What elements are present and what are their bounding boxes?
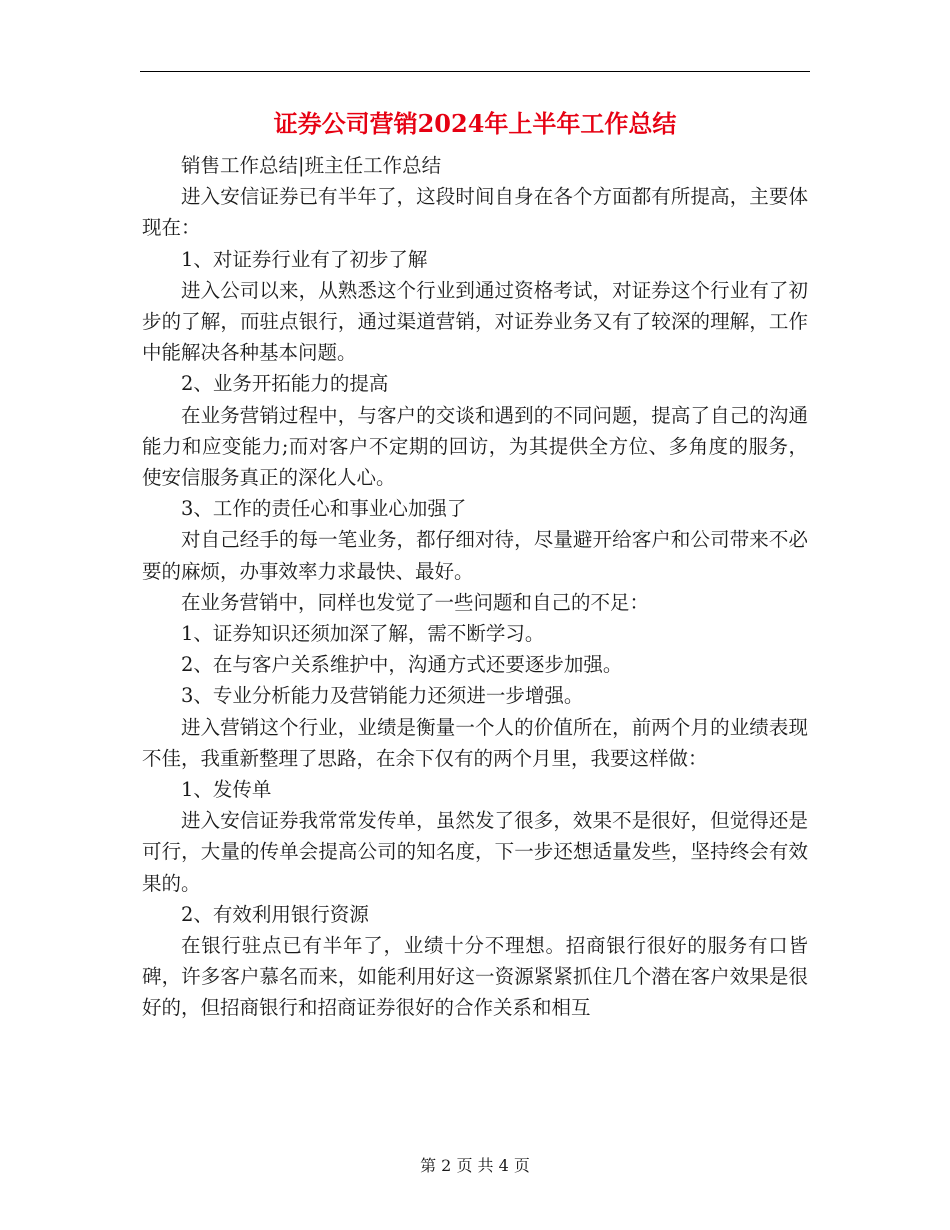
header-rule xyxy=(140,71,810,72)
list-item-shortcoming-1: 1、证券知识还须加深了解，需不断学习。 xyxy=(181,622,545,646)
heading-bank-resources: 2、有效利用银行资源 xyxy=(181,902,369,926)
list-item-shortcoming-3: 3、专业分析能力及营销能力还须进一步增强。 xyxy=(181,684,584,708)
document-body xyxy=(142,150,808,1024)
paragraph-industry-understanding: 进入公司以来，从熟悉这个行业到通过资格考试，对证券这个行业有了初步的了解，而驻点银行，通过渠道营销，对证券业务又有了较深的理解，工作中能解决各种基本问题。 xyxy=(142,278,808,365)
paragraph-shortcomings-intro: 在业务营销中，同样也发觉了一些问题和自己的不足： xyxy=(181,590,650,614)
paragraph-bank-resources: 在银行驻点已有半年了，业绩十分不理想。招商银行很好的服务有口皆碑，许多客户慕名而来，如能利用好这一资源紧紧抓住几个潜在客户效果是很好的，但招商银行和招商证券很好的合作关系和相互 xyxy=(142,934,808,1020)
paragraph-business-development: 在业务营销过程中，与客户的交谈和遇到的不同问题，提高了自己的沟通能力和应变能力;而对客户不定期的回访，为其提供全方位、多角度的服务，使安信服务真正的深化人心。 xyxy=(142,403,808,490)
heading-business-development: 2、业务开拓能力的提高 xyxy=(181,372,389,396)
paragraph-flyers: 进入安信证券我常常发传单，虽然发了很多，效果不是很好，但觉得还是可行，大量的传单会提高公司的知名度，下一步还想适量发些，坚持终会有效果的。 xyxy=(142,809,808,895)
paragraph-categories: 销售工作总结|班主任工作总结 xyxy=(181,154,442,177)
paragraph-responsibility: 对自己经手的每一笔业务，都仔细对待，尽量避开给客户和公司带来不必要的麻烦，办事效率力求最快、最好。 xyxy=(142,528,808,583)
document-title: 证券公司营销2024年上半年工作总结 xyxy=(273,109,677,138)
paragraph-plan-intro: 进入营销这个行业，业绩是衡量一个人的价值所在，前两个月的业绩表现不佳，我重新整理了思路，在余下仅有的两个月里，我要这样做： xyxy=(142,715,808,770)
page-number-footer: 第 2 页 共 4 页 xyxy=(420,1156,530,1175)
list-item-shortcoming-2: 2、在与客户关系维护中，沟通方式还要逐步加强。 xyxy=(181,653,623,677)
heading-flyers: 1、发传单 xyxy=(181,778,272,802)
paragraph-intro: 进入安信证券已有半年了，这段时间自身在各个方面都有所提高，主要体现在： xyxy=(142,185,808,240)
heading-responsibility: 3、工作的责任心和事业心加强了 xyxy=(181,497,467,521)
heading-industry-understanding: 1、对证券行业有了初步了解 xyxy=(181,247,428,271)
